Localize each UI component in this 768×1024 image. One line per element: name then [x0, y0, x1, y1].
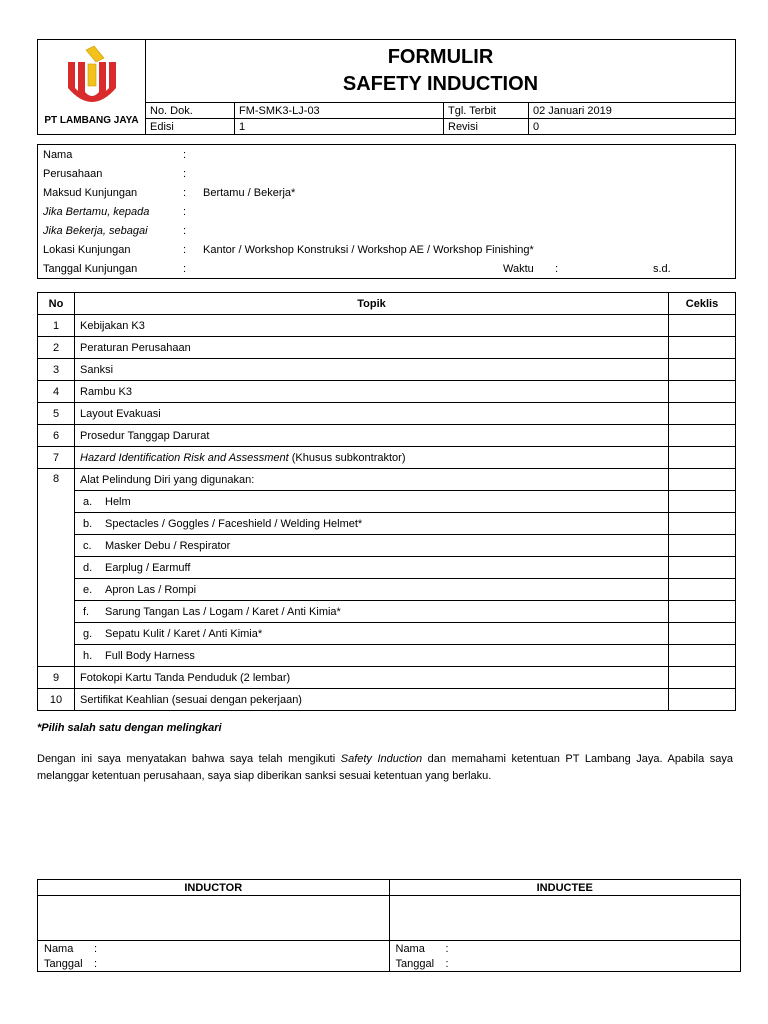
table-row — [38, 447, 736, 469]
ceklis-box[interactable] — [669, 359, 736, 381]
revisi-label: Revisi — [444, 119, 529, 135]
sub-topic — [75, 579, 669, 601]
row-no: 1 — [38, 315, 75, 337]
colon: : — [555, 262, 559, 275]
sub-text: Helm — [105, 495, 131, 508]
sub-row — [38, 491, 736, 513]
sub-row — [38, 601, 736, 623]
row-topic: Sertifikat Keahlian (sesuai dengan pekerjaan) — [75, 689, 669, 711]
tgl-terbit-label: Tgl. Terbit — [444, 103, 529, 119]
ceklis-box[interactable] — [669, 337, 736, 359]
ceklis-box[interactable] — [669, 425, 736, 447]
row-no: 8 — [38, 469, 75, 667]
tgl-terbit-value: 02 Januari 2019 — [529, 103, 736, 119]
signature-table — [37, 879, 741, 972]
jika-bekerja-label: Jika Bekerja, sebagai — [43, 224, 148, 237]
sub-row — [38, 579, 736, 601]
table-row — [38, 689, 736, 711]
no-dok-label: No. Dok. — [146, 103, 235, 119]
ceklis-box[interactable] — [669, 645, 736, 667]
sub-row — [38, 645, 736, 667]
edisi-value: 1 — [235, 119, 444, 135]
tanggal-label: Tanggal Kunjungan — [43, 262, 138, 275]
statement-part-2: dan memahami ketentuan PT Lambang Jaya. Apabila saya melanggar ketentuan perusahaan, saya siap diberikan sanksi sesuai ketentuan yang berlaku. — [37, 753, 733, 782]
colon: : — [94, 942, 98, 955]
waktu-label: Waktu — [503, 262, 534, 275]
colon: : — [183, 205, 187, 218]
row-topic: Fotokopi Kartu Tanda Penduduk (2 lembar) — [75, 667, 669, 689]
colon: : — [183, 262, 187, 275]
tanggal-label: Tanggal — [395, 957, 435, 970]
topics-table — [37, 292, 736, 711]
inductor-header: INDUCTOR — [38, 880, 390, 896]
logo-cell — [38, 40, 146, 135]
colon: : — [183, 148, 187, 161]
row-no: 10 — [38, 689, 75, 711]
sub-letter: h. — [83, 649, 93, 662]
ceklis-box[interactable] — [669, 403, 736, 425]
visitor-info — [37, 144, 736, 279]
tanggal-label: Tanggal — [44, 957, 83, 970]
sub-topic — [75, 557, 669, 579]
sub-topic — [75, 513, 669, 535]
ceklis-box[interactable] — [669, 469, 736, 491]
colon: : — [183, 186, 187, 199]
row-topic — [75, 447, 669, 469]
perusahaan-label: Perusahaan — [43, 167, 103, 180]
table-row — [38, 403, 736, 425]
row-topic: Rambu K3 — [75, 381, 669, 403]
table-row — [38, 381, 736, 403]
colon: : — [94, 957, 98, 970]
row-no: 7 — [38, 447, 75, 469]
sub-row — [38, 513, 736, 535]
inductee-header: INDUCTEE — [389, 880, 741, 896]
statement — [37, 751, 733, 785]
table-row — [38, 469, 736, 491]
sub-text: Sarung Tangan Las / Logam / Karet / Anti Kimia* — [105, 605, 341, 618]
colon: : — [183, 224, 187, 237]
topic-italic: Hazard Identification Risk and Assessment — [80, 451, 289, 464]
perusahaan-field[interactable] — [198, 164, 736, 183]
sub-text: Masker Debu / Respirator — [105, 539, 231, 552]
ceklis-box[interactable] — [669, 557, 736, 579]
nama-label: Nama — [395, 942, 425, 955]
ceklis-box[interactable] — [669, 447, 736, 469]
row-topic: Peraturan Perusahaan — [75, 337, 669, 359]
nama-label: Nama — [43, 148, 73, 161]
colon: : — [183, 243, 187, 256]
sub-letter: a. — [83, 495, 93, 508]
row-topic: Alat Pelindung Diri yang digunakan: — [75, 469, 669, 491]
table-row — [38, 315, 736, 337]
waktu-field[interactable] — [570, 259, 648, 279]
maksud-label: Maksud Kunjungan — [43, 186, 138, 199]
nama-field[interactable] — [198, 145, 736, 165]
row-no: 3 — [38, 359, 75, 381]
ceklis-box[interactable] — [669, 381, 736, 403]
company-logo — [64, 44, 120, 108]
sub-letter: b. — [83, 517, 93, 530]
ceklis-box[interactable] — [669, 667, 736, 689]
ceklis-box[interactable] — [669, 491, 736, 513]
maksud-options[interactable]: Bertamu / Bekerja* — [203, 186, 296, 199]
table-row — [38, 425, 736, 447]
ceklis-box[interactable] — [669, 689, 736, 711]
inductee-tanggal[interactable] — [389, 956, 741, 972]
form-title — [146, 40, 736, 103]
sub-text: Earplug / Earmuff — [105, 561, 191, 574]
inductor-nama[interactable] — [38, 941, 390, 957]
ceklis-box[interactable] — [669, 315, 736, 337]
ceklis-box[interactable] — [669, 601, 736, 623]
sub-row — [38, 535, 736, 557]
ceklis-box[interactable] — [669, 513, 736, 535]
sub-topic — [75, 601, 669, 623]
lokasi-options[interactable]: Kantor / Workshop Konstruksi / Workshop AE / Workshop Finishing* — [203, 243, 534, 256]
jika-bertamu-label: Jika Bertamu, kepada — [43, 205, 150, 218]
table-row — [38, 667, 736, 689]
inductee-nama[interactable] — [389, 941, 741, 957]
sub-letter: g. — [83, 627, 93, 640]
inductor-tanggal[interactable] — [38, 956, 390, 972]
table-row — [38, 359, 736, 381]
company-name: PT LAMBANG JAYA — [44, 115, 139, 126]
statement-italic: Safety Induction — [340, 753, 423, 765]
table-row — [38, 337, 736, 359]
sub-text: Full Body Harness — [105, 649, 195, 662]
sub-topic — [75, 535, 669, 557]
no-dok-value: FM-SMK3-LJ-03 — [235, 103, 444, 119]
row-topic: Prosedur Tanggap Darurat — [75, 425, 669, 447]
sub-row — [38, 623, 736, 645]
row-no: 5 — [38, 403, 75, 425]
nama-label: Nama — [44, 942, 74, 955]
colon: : — [445, 942, 449, 955]
ceklis-box[interactable] — [669, 623, 736, 645]
row-no: 2 — [38, 337, 75, 359]
sub-text: Sepatu Kulit / Karet / Anti Kimia* — [105, 627, 263, 640]
row-no: 4 — [38, 381, 75, 403]
title-line-2: SAFETY INDUCTION — [342, 73, 539, 95]
row-no: 9 — [38, 667, 75, 689]
ceklis-box[interactable] — [669, 535, 736, 557]
sub-text: Apron Las / Rompi — [105, 583, 197, 596]
sub-row — [38, 557, 736, 579]
revisi-value: 0 — [529, 119, 736, 135]
jika-bertamu-field[interactable] — [198, 202, 736, 221]
row-topic: Layout Evakuasi — [75, 403, 669, 425]
row-topic: Sanksi — [75, 359, 669, 381]
colon: : — [183, 167, 187, 180]
ceklis-box[interactable] — [669, 579, 736, 601]
title-line-1: FORMULIR — [387, 46, 494, 68]
sub-topic — [75, 623, 669, 645]
col-ceklis: Ceklis — [669, 293, 736, 315]
row-topic: Kebijakan K3 — [75, 315, 669, 337]
footnote: *Pilih salah satu dengan melingkari — [37, 722, 222, 734]
sub-letter: c. — [83, 539, 92, 552]
sub-letter: d. — [83, 561, 93, 574]
col-no: No — [38, 293, 75, 315]
col-topik: Topik — [75, 293, 669, 315]
sub-topic — [75, 491, 669, 513]
lokasi-label: Lokasi Kunjungan — [43, 243, 131, 256]
inductee-signature-box[interactable] — [389, 896, 741, 941]
inductor-signature-box[interactable] — [38, 896, 390, 941]
row-no: 6 — [38, 425, 75, 447]
edisi-label: Edisi — [146, 119, 235, 135]
sub-topic — [75, 645, 669, 667]
sd-label: s.d. — [653, 262, 671, 275]
sub-letter: f. — [83, 605, 90, 618]
colon: : — [445, 957, 449, 970]
document-header — [37, 39, 736, 135]
statement-part-1: Dengan ini saya menyatakan bahwa saya telah mengikuti — [37, 753, 341, 765]
sub-letter: e. — [83, 583, 93, 596]
topic-rest: (Khusus subkontraktor) — [288, 451, 406, 464]
tanggal-field[interactable] — [198, 259, 498, 279]
jika-bekerja-field[interactable] — [198, 221, 736, 240]
sub-text: Spectacles / Goggles / Faceshield / Welding Helmet* — [105, 517, 363, 530]
